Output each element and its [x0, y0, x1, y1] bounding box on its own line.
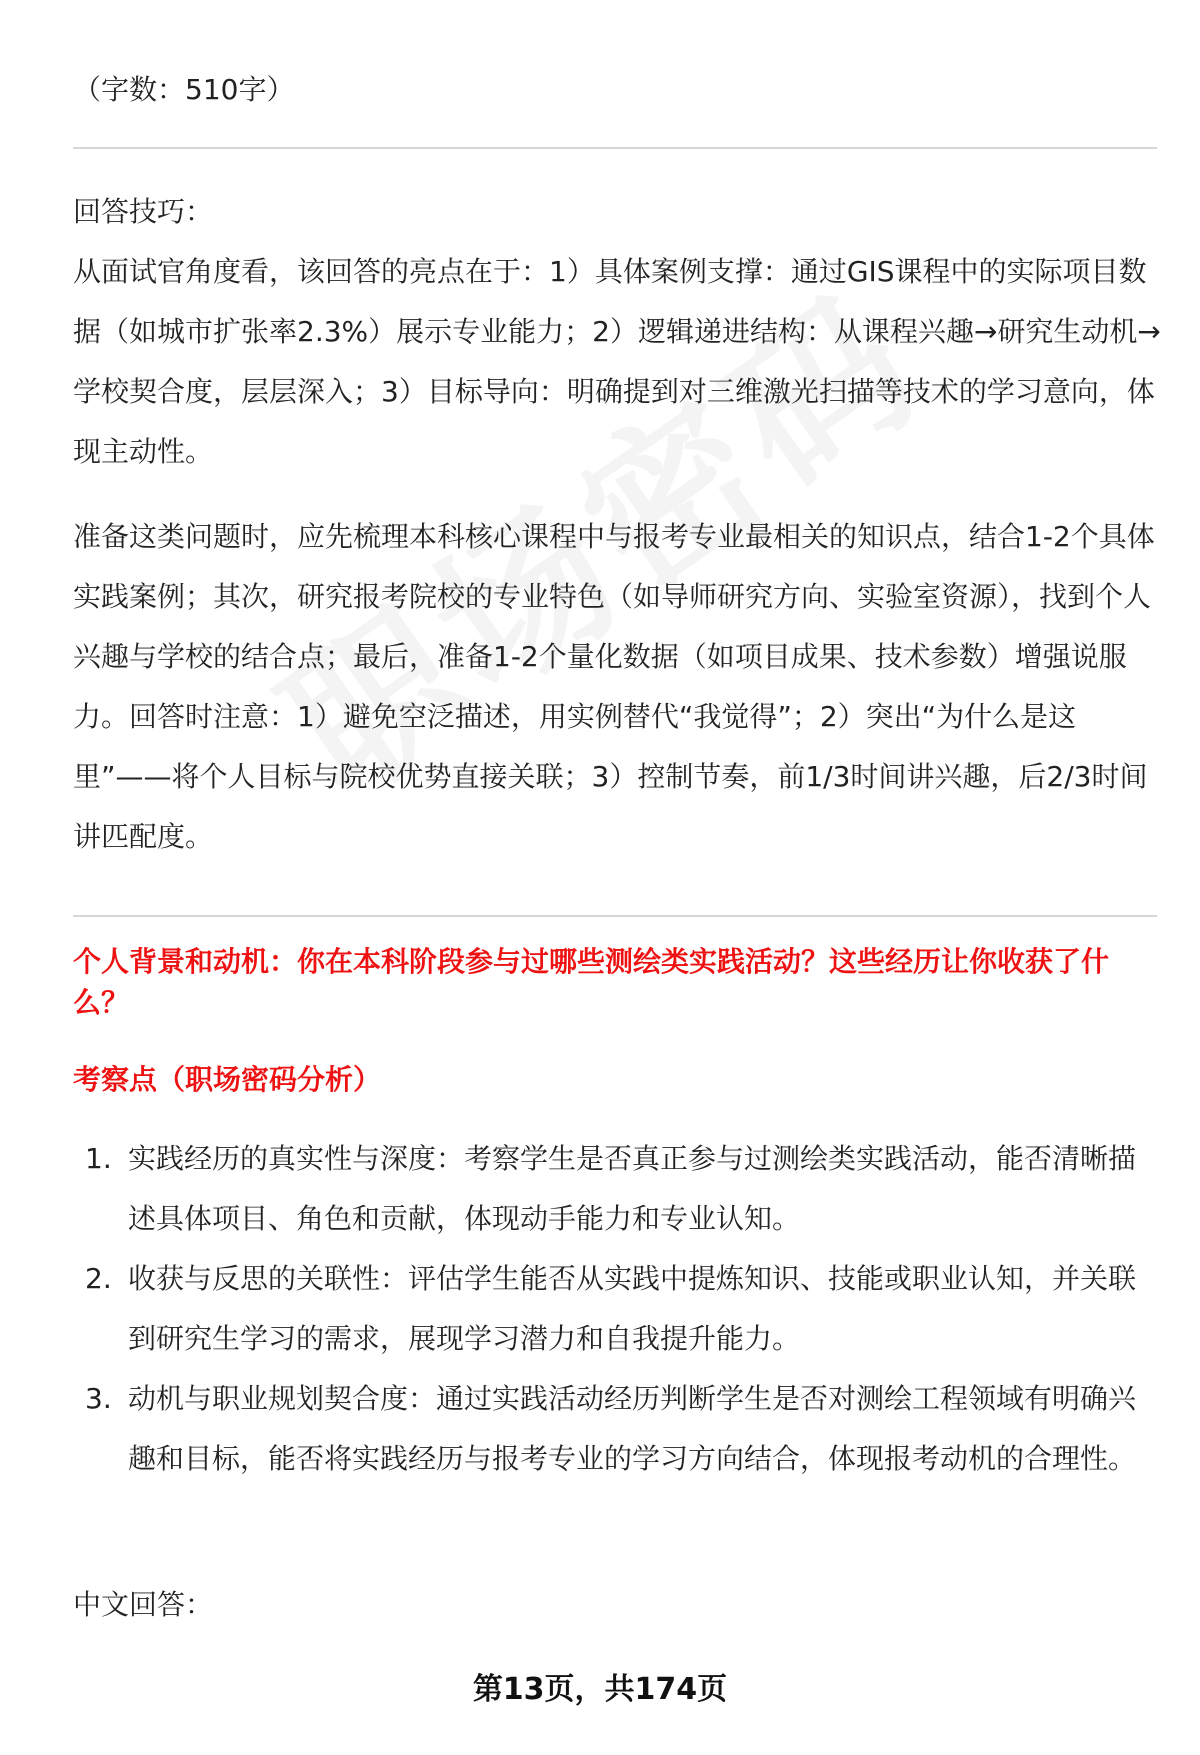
list-item-text: 动机与职业规划契合度：通过实践活动经历判断学生是否对测绘工程领域有明确兴趣和目标，能否将实践经历与报考专业的学习方向结合，体现报考动机的合理性。 — [128, 1382, 1137, 1475]
section-divider — [73, 147, 1157, 149]
tips-label: 回答技巧： — [73, 195, 214, 228]
list-item-text: 实践经历的真实性与深度：考察学生是否真正参与过测绘类实践活动，能否清晰描述具体项目、角色和贡献，体现动手能力和专业认知。 — [128, 1142, 1137, 1235]
list-item — [73, 1129, 1163, 1249]
list-item-number: 3. — [85, 1382, 112, 1415]
tips-paragraph-preparation: 准备这类问题时，应先梳理本科核心课程中与报考专业最相关的知识点，结合1-2个具体实践案例；其次，研究报考院校的专业特色（如导师研究方向、实验室资源），找到个人兴趣与学校的结合点；最后，准备1-2个量化数据（如项目成果、技术参数）增强说服力。回答时注意：1）避免空泛描述，用实例替代“我觉得”；2）突出“为什么是这里”——将个人目标与院校优势直接关联；3）控制节奏，前1/3时间讲兴趣，后2/3时间讲匹配度。 — [73, 520, 1155, 853]
tips-paragraph-highlights: 从面试官角度看，该回答的亮点在于：1）具体案例支撑：通过GIS课程中的实际项目数据（如城市扩张率2.3%）展示专业能力；2）逻辑递进结构：从课程兴趣→研究生动机→学校契合度，层层深入；3）目标导向：明确提到对三维激光扫描等技术的学习意向，体现主动性。 — [73, 255, 1161, 468]
page-footer: 第13页，共174页 — [472, 1672, 728, 1707]
section-divider — [73, 915, 1157, 917]
assessment-points-heading: 考察点（职场密码分析） — [73, 1063, 382, 1096]
question-title: 个人背景和动机：你在本科阶段参与过哪些测绘类实践活动？这些经历让你收获了什么？ — [73, 945, 1110, 1019]
answer-label: 中文回答： — [73, 1588, 214, 1621]
list-item — [73, 1249, 1163, 1369]
list-item-text: 收获与反思的关联性：评估学生能否从实践中提炼知识、技能或职业认知，并关联到研究生学习的需求，展现学习潜力和自我提升能力。 — [128, 1262, 1137, 1355]
list-item-number: 2. — [85, 1262, 112, 1295]
assessment-points-list — [73, 1129, 1163, 1489]
list-item-number: 1. — [85, 1142, 112, 1175]
list-item — [73, 1369, 1163, 1489]
word-count: （字数：510字） — [73, 73, 295, 106]
